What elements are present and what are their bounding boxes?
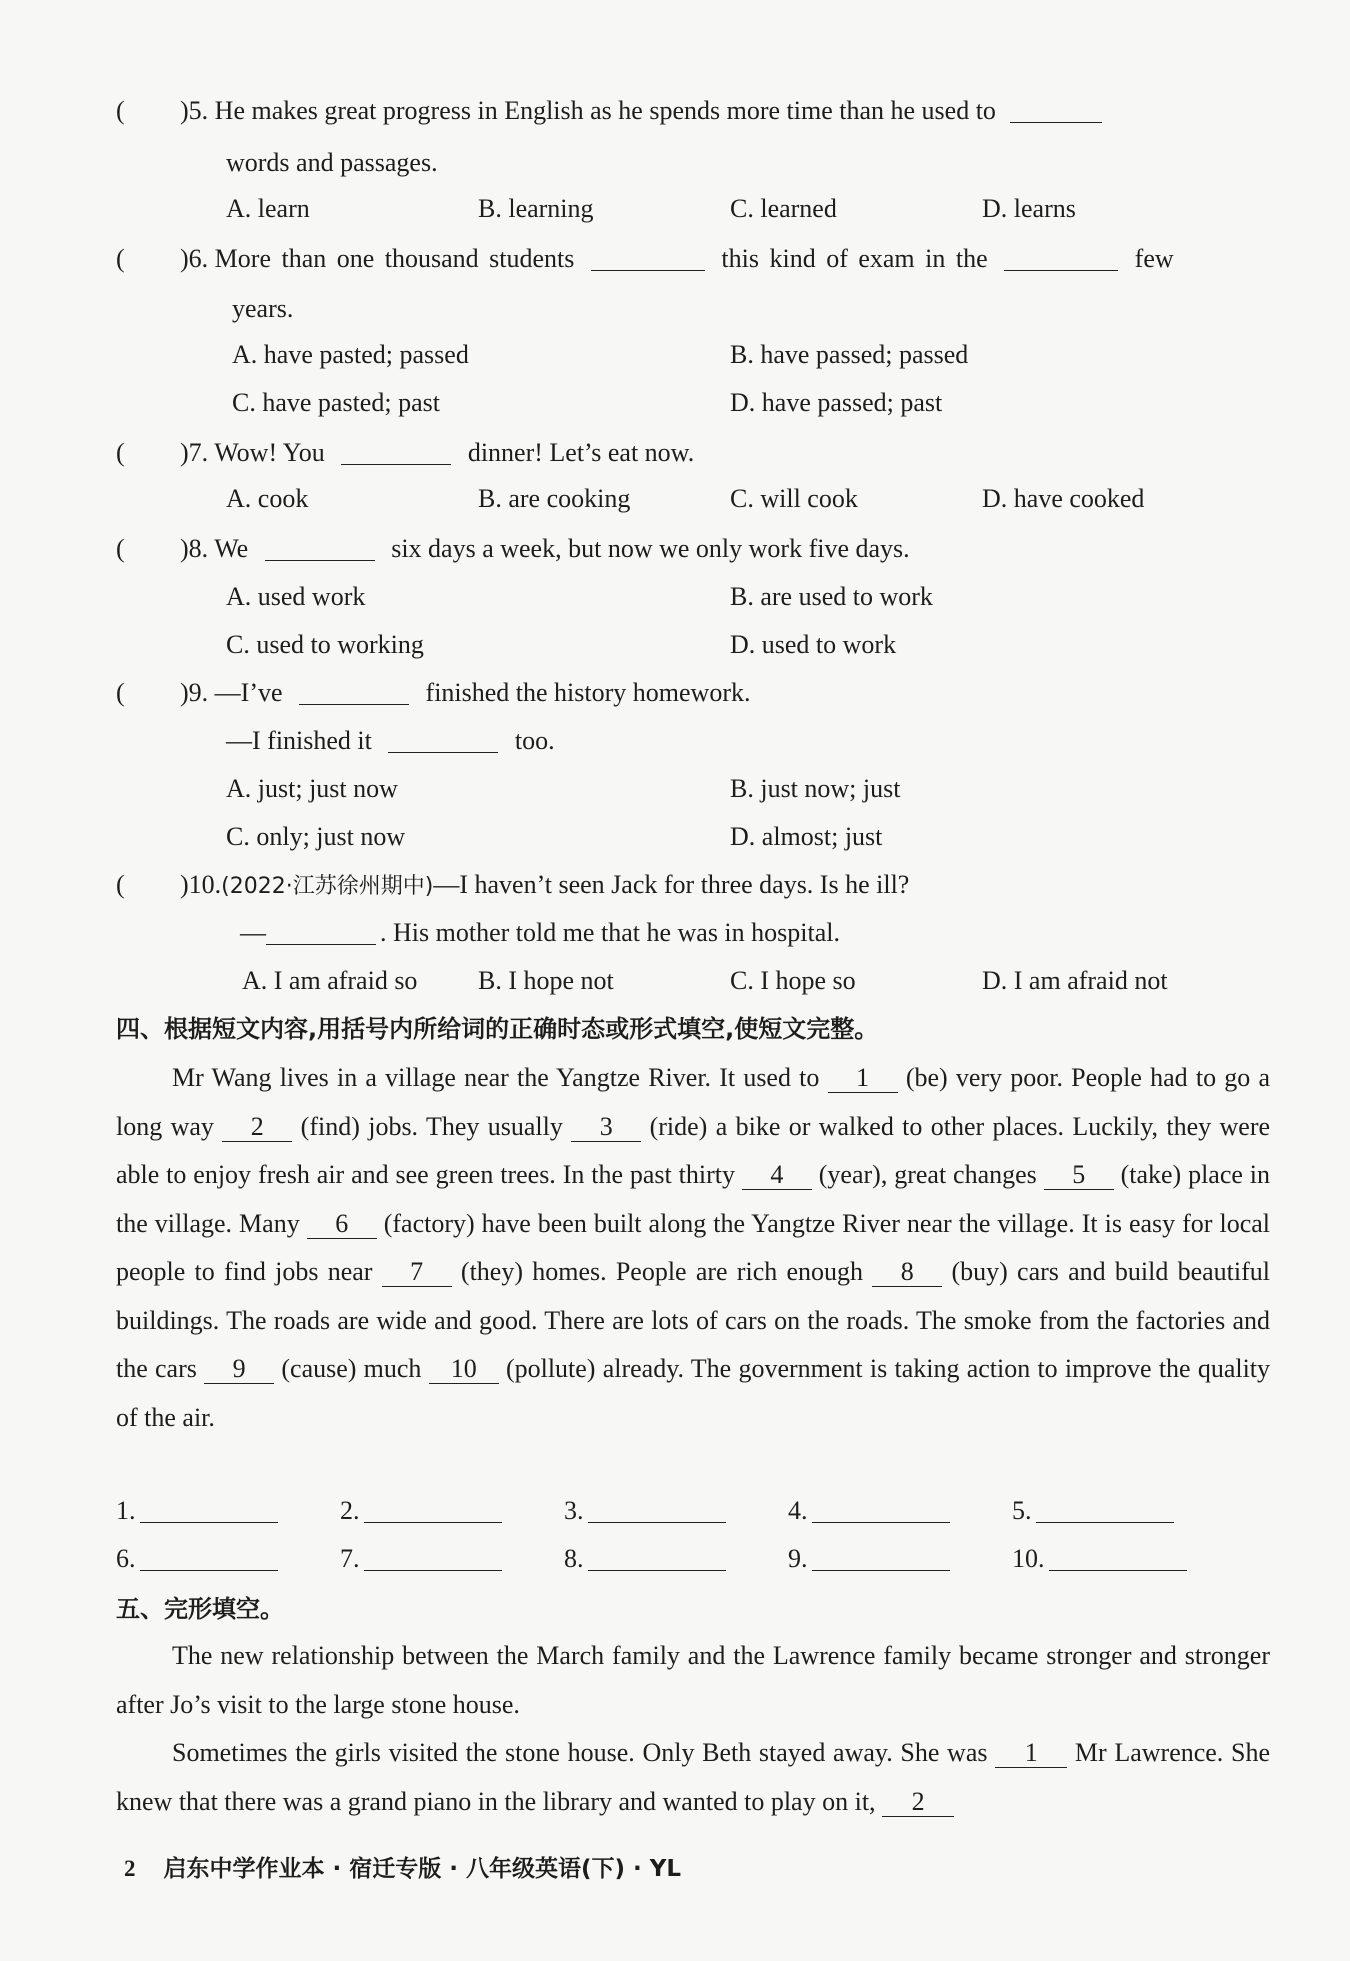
passage-text: (pollute) already. The government is taking action to improve the quality of the air. — [116, 1354, 1271, 1432]
answer-blank[interactable] — [266, 918, 376, 945]
answer-line-10[interactable] — [1012, 1542, 1187, 1576]
page-number: 2 — [124, 1856, 136, 1881]
passage-blank-7[interactable]: 7 — [382, 1258, 452, 1287]
passage-text: (be) very poor. People had to go a long way — [116, 1063, 1271, 1141]
question-text: this kind of exam in the — [721, 244, 988, 273]
option-a[interactable]: A. learn — [226, 194, 310, 223]
passage-text: (factory) have been built along the Yangtze River near the village. It is easy for local people to find jobs near — [116, 1208, 1270, 1286]
answer-blank[interactable] — [341, 438, 451, 465]
passage-text: (cause) much — [281, 1354, 422, 1383]
question-8 — [180, 532, 910, 566]
answer-paren: ( — [116, 678, 125, 707]
option-d[interactable]: D. used to work — [730, 630, 897, 659]
question-10-reply — [240, 916, 840, 950]
option-c[interactable]: C. will cook — [730, 484, 858, 513]
question-9-reply — [226, 724, 555, 758]
question-7 — [180, 436, 694, 470]
option-d[interactable]: D. almost; just — [730, 822, 883, 851]
passage-blank-3[interactable]: 3 — [571, 1113, 641, 1142]
question-text: dinner! Let’s eat now. — [467, 438, 695, 467]
option-d[interactable]: D. have passed; past — [730, 388, 943, 417]
answer-label: 9. — [788, 1544, 808, 1573]
question-source: (2022·江苏徐州期中) — [221, 874, 434, 899]
answer-line-1[interactable] — [116, 1494, 278, 1528]
answer-blank[interactable] — [265, 534, 375, 561]
option-c[interactable]: C. I hope so — [730, 966, 856, 995]
passage-blank-6[interactable]: 6 — [307, 1210, 377, 1239]
footer-title: 启东中学作业本 · 宿迁专版 · 八年级英语(下) · YL — [163, 1856, 682, 1882]
answer-line-2[interactable] — [340, 1494, 502, 1528]
question-text: He makes great progress in English as he spends more time than he used to — [214, 96, 996, 125]
question-text-continued: words and passages. — [226, 148, 438, 177]
cloze-blank-2[interactable]: 2 — [882, 1788, 954, 1817]
passage-text: (year), great changes — [818, 1160, 1037, 1189]
answer-label: 10. — [1012, 1544, 1045, 1573]
section-5-paragraph-2 — [116, 1729, 1270, 1826]
answer-line-3[interactable] — [564, 1494, 726, 1528]
section-5-paragraph-1 — [116, 1632, 1270, 1729]
dash: — — [240, 918, 266, 947]
option-c[interactable]: C. have pasted; past — [232, 388, 440, 417]
passage-text: (they) homes. People are rich enough — [460, 1257, 864, 1286]
question-text: Wow! You — [214, 438, 325, 467]
question-9 — [180, 676, 750, 710]
answer-label: 8. — [564, 1544, 584, 1573]
option-a[interactable]: A. have pasted; passed — [232, 340, 469, 369]
answer-line-8[interactable] — [564, 1542, 726, 1576]
passage-text: Mr Lawrence. She knew that there was a grand piano in the library and wanted to play on it, — [116, 1738, 1270, 1816]
option-c[interactable]: C. learned — [730, 194, 837, 223]
question-text: We — [214, 534, 249, 563]
passage-text: (buy) cars and build beautiful buildings. The roads are wide and good. There are lots of cars on the roads. The smoke from the factories and the cars — [116, 1257, 1270, 1383]
passage-blank-5[interactable]: 5 — [1044, 1161, 1114, 1190]
question-text: finished the history homework. — [425, 678, 751, 707]
answer-label: 3. — [564, 1496, 584, 1525]
question-text: too. — [514, 726, 555, 755]
answer-blank[interactable] — [299, 678, 409, 705]
question-10 — [180, 868, 909, 904]
question-text: . His mother told me that he was in hospital. — [380, 918, 840, 947]
question-number: )10. — [180, 870, 222, 899]
option-a[interactable]: A. just; just now — [226, 774, 398, 803]
option-d[interactable]: D. I am afraid not — [982, 966, 1168, 995]
question-number: )7. — [180, 438, 209, 467]
question-number: )9. — [180, 678, 209, 707]
question-text: —I’ve — [214, 678, 283, 707]
option-a[interactable]: A. I am afraid so — [242, 966, 418, 995]
answer-label: 6. — [116, 1544, 136, 1573]
passage-text: (find) jobs. They usually — [300, 1111, 563, 1141]
question-number: )6. — [180, 244, 209, 273]
question-6 — [180, 242, 1174, 276]
answer-label: 4. — [788, 1496, 808, 1525]
passage-blank-1[interactable]: 1 — [828, 1064, 898, 1093]
passage-blank-2[interactable]: 2 — [222, 1113, 292, 1142]
answer-blank[interactable] — [388, 726, 498, 753]
answer-blank[interactable] — [1004, 244, 1118, 271]
option-b[interactable]: B. learning — [478, 194, 594, 223]
option-d[interactable]: D. have cooked — [982, 484, 1145, 513]
question-text: More than one thousand students — [214, 244, 575, 273]
question-text: few — [1134, 244, 1174, 273]
page-footer — [124, 1850, 681, 1883]
option-b[interactable]: B. are used to work — [730, 582, 933, 611]
question-text: six days a week, but now we only work five days. — [391, 534, 910, 563]
passage-text: The new relationship between the March family and the Lawrence family became stronger and stronger after Jo’s visit to the large stone house. — [116, 1641, 1270, 1719]
option-b[interactable]: B. just now; just — [730, 774, 901, 803]
answer-line-5[interactable] — [1012, 1494, 1174, 1528]
answer-paren: ( — [116, 96, 125, 125]
answer-blank[interactable] — [591, 244, 705, 271]
answer-label: 7. — [340, 1544, 360, 1573]
answer-paren: ( — [116, 534, 125, 563]
section-4-heading: 四、根据短文内容,用括号内所给词的正确时态或形式填空,使短文完整。 — [116, 1015, 879, 1043]
passage-text: Sometimes the girls visited the stone house. Only Beth stayed away. She was — [172, 1738, 988, 1767]
answer-line-7[interactable] — [340, 1542, 502, 1576]
answer-paren: ( — [116, 870, 125, 899]
question-text-continued: years. — [232, 294, 294, 323]
passage-text: (ride) a bike or walked to other places. Luckily, they were able to enjoy fresh air and see green trees. In the past thirty — [116, 1111, 1271, 1189]
question-number: )8. — [180, 534, 209, 563]
option-b[interactable]: B. are cooking — [478, 484, 631, 513]
answer-line-6[interactable] — [116, 1542, 278, 1576]
passage-blank-8[interactable]: 8 — [872, 1258, 942, 1287]
option-a[interactable]: A. used work — [226, 582, 366, 611]
answer-blank[interactable] — [1010, 96, 1102, 123]
option-b[interactable]: B. I hope not — [478, 966, 614, 995]
option-a[interactable]: A. cook — [226, 484, 309, 513]
option-d[interactable]: D. learns — [982, 194, 1076, 223]
option-c[interactable]: C. used to working — [226, 630, 424, 659]
section-5-heading: 五、完形填空。 — [116, 1595, 284, 1623]
passage-text: (take) place in the village. Many — [116, 1160, 1271, 1238]
option-c[interactable]: C. only; just now — [226, 822, 406, 851]
answer-paren: ( — [116, 438, 125, 467]
question-number: )5. — [180, 96, 209, 125]
passage-blank-9[interactable]: 9 — [204, 1355, 274, 1384]
answer-line-4[interactable] — [788, 1494, 950, 1528]
answer-label: 2. — [340, 1496, 360, 1525]
passage-text: Mr Wang lives in a village near the Yangtze River. It used to — [172, 1063, 820, 1092]
question-text: —I haven’t seen Jack for three days. Is he ill? — [433, 870, 910, 899]
answer-label: 5. — [1012, 1496, 1032, 1525]
passage-blank-10[interactable]: 10 — [429, 1355, 499, 1384]
question-5 — [180, 94, 1102, 128]
question-text: —I finished it — [226, 726, 372, 755]
answer-label: 1. — [116, 1496, 136, 1525]
section-4-passage — [116, 1054, 1270, 1442]
option-b[interactable]: B. have passed; passed — [730, 340, 969, 369]
answer-line-9[interactable] — [788, 1542, 950, 1576]
passage-blank-4[interactable]: 4 — [742, 1161, 812, 1190]
answer-paren: ( — [116, 244, 125, 273]
cloze-blank-1[interactable]: 1 — [995, 1739, 1067, 1768]
